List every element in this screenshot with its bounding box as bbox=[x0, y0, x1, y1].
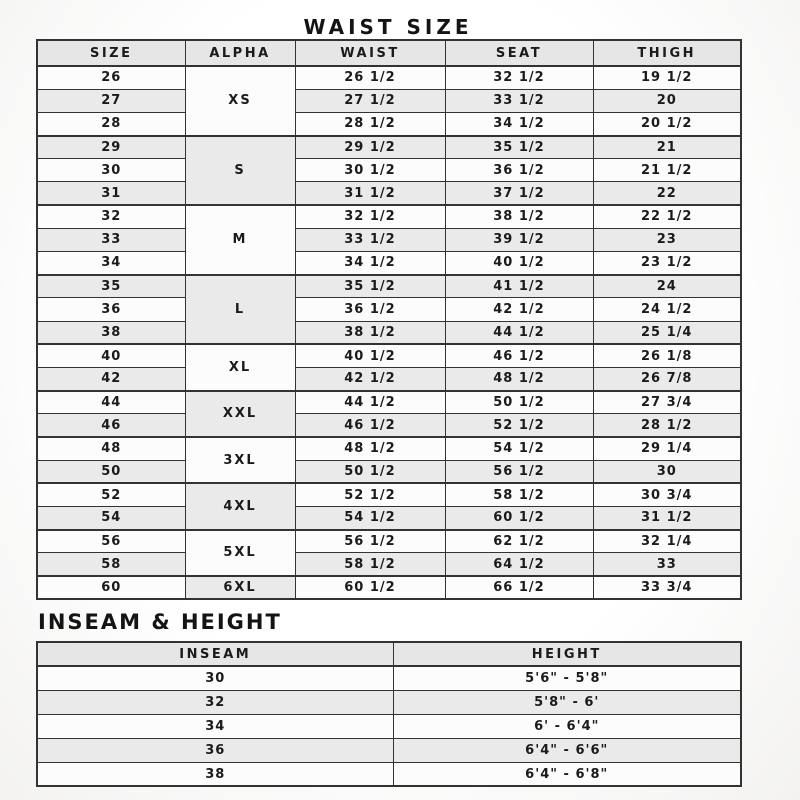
size-cell: 60 bbox=[37, 576, 185, 599]
seat-cell: 40 1/2 bbox=[445, 252, 593, 275]
waist-table-row bbox=[37, 344, 741, 367]
thigh-cell: 23 1/2 bbox=[593, 252, 741, 275]
waist-table-row bbox=[37, 228, 741, 251]
height-cell: 5'8" - 6' bbox=[393, 690, 741, 714]
inseam-table-row bbox=[37, 762, 741, 786]
size-cell: 30 bbox=[37, 159, 185, 182]
waist-cell: 56 1/2 bbox=[295, 530, 445, 553]
thigh-cell: 26 1/8 bbox=[593, 344, 741, 367]
thigh-cell: 25 1/4 bbox=[593, 321, 741, 344]
column-header-thigh: THIGH bbox=[593, 40, 741, 66]
size-cell: 42 bbox=[37, 367, 185, 390]
seat-cell: 62 1/2 bbox=[445, 530, 593, 553]
seat-cell: 38 1/2 bbox=[445, 205, 593, 228]
waist-cell: 36 1/2 bbox=[295, 298, 445, 321]
seat-cell: 41 1/2 bbox=[445, 275, 593, 298]
waist-size-table bbox=[36, 39, 742, 600]
inseam-cell: 36 bbox=[37, 738, 393, 762]
thigh-cell: 19 1/2 bbox=[593, 66, 741, 89]
waist-table-row bbox=[37, 576, 741, 599]
inseam-cell: 38 bbox=[37, 762, 393, 786]
seat-cell: 50 1/2 bbox=[445, 391, 593, 414]
waist-cell: 58 1/2 bbox=[295, 553, 445, 576]
seat-cell: 60 1/2 bbox=[445, 507, 593, 530]
thigh-cell: 31 1/2 bbox=[593, 507, 741, 530]
waist-table-row bbox=[37, 321, 741, 344]
size-cell: 40 bbox=[37, 344, 185, 367]
size-cell: 26 bbox=[37, 66, 185, 89]
thigh-cell: 22 bbox=[593, 182, 741, 205]
size-cell: 27 bbox=[37, 89, 185, 112]
thigh-cell: 33 3/4 bbox=[593, 576, 741, 599]
alpha-cell: 5XL bbox=[185, 530, 295, 576]
size-cell: 46 bbox=[37, 414, 185, 437]
column-header-seat: SEAT bbox=[445, 40, 593, 66]
size-cell: 58 bbox=[37, 553, 185, 576]
seat-cell: 64 1/2 bbox=[445, 553, 593, 576]
inseam-header-row bbox=[37, 642, 741, 666]
column-header-size: SIZE bbox=[37, 40, 185, 66]
column-header-alpha: ALPHA bbox=[185, 40, 295, 66]
seat-cell: 34 1/2 bbox=[445, 112, 593, 135]
column-header-waist: WAIST bbox=[295, 40, 445, 66]
inseam-cell: 34 bbox=[37, 714, 393, 738]
thigh-cell: 20 bbox=[593, 89, 741, 112]
waist-cell: 29 1/2 bbox=[295, 136, 445, 159]
alpha-cell: XS bbox=[185, 66, 295, 136]
size-cell: 38 bbox=[37, 321, 185, 344]
waist-table-row bbox=[37, 298, 741, 321]
thigh-cell: 30 3/4 bbox=[593, 483, 741, 506]
waist-table-row bbox=[37, 205, 741, 228]
seat-cell: 33 1/2 bbox=[445, 89, 593, 112]
inseam-height-table bbox=[36, 641, 742, 787]
seat-cell: 46 1/2 bbox=[445, 344, 593, 367]
waist-table-row bbox=[37, 553, 741, 576]
height-cell: 6'4" - 6'6" bbox=[393, 738, 741, 762]
size-cell: 50 bbox=[37, 460, 185, 483]
waist-table-row bbox=[37, 460, 741, 483]
column-header-height: HEIGHT bbox=[393, 642, 741, 666]
inseam-table-row bbox=[37, 738, 741, 762]
waist-cell: 46 1/2 bbox=[295, 414, 445, 437]
thigh-cell: 30 bbox=[593, 460, 741, 483]
thigh-cell: 22 1/2 bbox=[593, 205, 741, 228]
column-header-inseam: INSEAM bbox=[37, 642, 393, 666]
waist-cell: 52 1/2 bbox=[295, 483, 445, 506]
inseam-table-row bbox=[37, 714, 741, 738]
waist-cell: 31 1/2 bbox=[295, 182, 445, 205]
waist-cell: 42 1/2 bbox=[295, 367, 445, 390]
seat-cell: 35 1/2 bbox=[445, 136, 593, 159]
waist-header-row bbox=[37, 40, 741, 66]
thigh-cell: 33 bbox=[593, 553, 741, 576]
size-cell: 33 bbox=[37, 228, 185, 251]
height-cell: 6' - 6'4" bbox=[393, 714, 741, 738]
inseam-table-row bbox=[37, 690, 741, 714]
waist-cell: 28 1/2 bbox=[295, 112, 445, 135]
inseam-cell: 32 bbox=[37, 690, 393, 714]
height-cell: 6'4" - 6'8" bbox=[393, 762, 741, 786]
waist-table-row bbox=[37, 530, 741, 553]
waist-table-row bbox=[37, 252, 741, 275]
alpha-cell: 3XL bbox=[185, 437, 295, 483]
thigh-cell: 27 3/4 bbox=[593, 391, 741, 414]
seat-cell: 52 1/2 bbox=[445, 414, 593, 437]
seat-cell: 42 1/2 bbox=[445, 298, 593, 321]
seat-cell: 58 1/2 bbox=[445, 483, 593, 506]
alpha-cell: XL bbox=[185, 344, 295, 390]
waist-cell: 33 1/2 bbox=[295, 228, 445, 251]
waist-cell: 27 1/2 bbox=[295, 89, 445, 112]
waist-table-row bbox=[37, 391, 741, 414]
seat-cell: 37 1/2 bbox=[445, 182, 593, 205]
waist-table-row bbox=[37, 182, 741, 205]
thigh-cell: 21 1/2 bbox=[593, 159, 741, 182]
thigh-cell: 24 bbox=[593, 275, 741, 298]
size-cell: 32 bbox=[37, 205, 185, 228]
thigh-cell: 29 1/4 bbox=[593, 437, 741, 460]
seat-cell: 66 1/2 bbox=[445, 576, 593, 599]
waist-table-row bbox=[37, 437, 741, 460]
waist-table-row bbox=[37, 112, 741, 135]
size-cell: 36 bbox=[37, 298, 185, 321]
thigh-cell: 32 1/4 bbox=[593, 530, 741, 553]
waist-cell: 38 1/2 bbox=[295, 321, 445, 344]
waist-cell: 60 1/2 bbox=[295, 576, 445, 599]
height-cell: 5'6" - 5'8" bbox=[393, 666, 741, 690]
size-cell: 31 bbox=[37, 182, 185, 205]
waist-table-row bbox=[37, 367, 741, 390]
alpha-cell: S bbox=[185, 136, 295, 206]
alpha-cell: M bbox=[185, 205, 295, 275]
size-cell: 56 bbox=[37, 530, 185, 553]
thigh-cell: 21 bbox=[593, 136, 741, 159]
thigh-cell: 28 1/2 bbox=[593, 414, 741, 437]
alpha-cell: L bbox=[185, 275, 295, 345]
waist-cell: 35 1/2 bbox=[295, 275, 445, 298]
size-cell: 28 bbox=[37, 112, 185, 135]
waist-cell: 44 1/2 bbox=[295, 391, 445, 414]
waist-table-row bbox=[37, 136, 741, 159]
waist-cell: 40 1/2 bbox=[295, 344, 445, 367]
alpha-cell: 6XL bbox=[185, 576, 295, 599]
waist-cell: 50 1/2 bbox=[295, 460, 445, 483]
seat-cell: 56 1/2 bbox=[445, 460, 593, 483]
inseam-cell: 30 bbox=[37, 666, 393, 690]
thigh-cell: 24 1/2 bbox=[593, 298, 741, 321]
seat-cell: 32 1/2 bbox=[445, 66, 593, 89]
size-cell: 35 bbox=[37, 275, 185, 298]
waist-cell: 32 1/2 bbox=[295, 205, 445, 228]
size-cell: 44 bbox=[37, 391, 185, 414]
size-cell: 54 bbox=[37, 507, 185, 530]
waist-table-row bbox=[37, 507, 741, 530]
inseam-height-title: INSEAM & HEIGHT bbox=[38, 610, 282, 635]
inseam-table-row bbox=[37, 666, 741, 690]
alpha-cell: 4XL bbox=[185, 483, 295, 529]
waist-size-title: WAIST SIZE bbox=[303, 15, 473, 39]
seat-cell: 44 1/2 bbox=[445, 321, 593, 344]
thigh-cell: 26 7/8 bbox=[593, 367, 741, 390]
seat-cell: 36 1/2 bbox=[445, 159, 593, 182]
waist-table-row bbox=[37, 89, 741, 112]
waist-cell: 48 1/2 bbox=[295, 437, 445, 460]
waist-cell: 26 1/2 bbox=[295, 66, 445, 89]
waist-table-row bbox=[37, 275, 741, 298]
waist-table-row bbox=[37, 414, 741, 437]
size-cell: 52 bbox=[37, 483, 185, 506]
alpha-cell: XXL bbox=[185, 391, 295, 437]
waist-table-row bbox=[37, 483, 741, 506]
size-cell: 48 bbox=[37, 437, 185, 460]
waist-cell: 30 1/2 bbox=[295, 159, 445, 182]
seat-cell: 54 1/2 bbox=[445, 437, 593, 460]
thigh-cell: 23 bbox=[593, 228, 741, 251]
seat-cell: 48 1/2 bbox=[445, 367, 593, 390]
waist-cell: 34 1/2 bbox=[295, 252, 445, 275]
size-cell: 34 bbox=[37, 252, 185, 275]
thigh-cell: 20 1/2 bbox=[593, 112, 741, 135]
waist-table-row bbox=[37, 66, 741, 89]
seat-cell: 39 1/2 bbox=[445, 228, 593, 251]
size-cell: 29 bbox=[37, 136, 185, 159]
waist-table-row bbox=[37, 159, 741, 182]
waist-cell: 54 1/2 bbox=[295, 507, 445, 530]
